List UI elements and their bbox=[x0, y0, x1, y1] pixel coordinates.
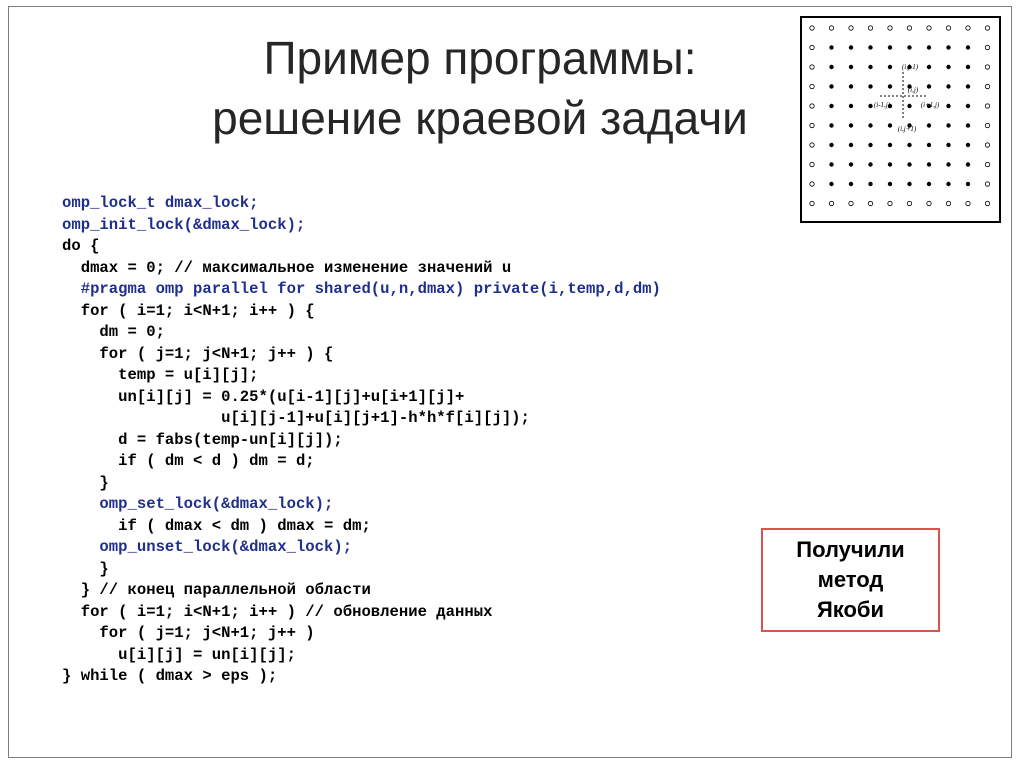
code-line: for ( i=1; i<N+1; i++ ) { bbox=[62, 301, 315, 320]
boundary-node bbox=[810, 104, 814, 108]
code-line: for ( j=1; j<N+1; j++ ) bbox=[62, 624, 315, 642]
boundary-node bbox=[985, 123, 989, 127]
interior-node bbox=[830, 85, 834, 89]
boundary-node bbox=[927, 201, 931, 205]
interior-node bbox=[908, 46, 912, 50]
result-callout bbox=[761, 528, 940, 632]
code-line: dm = 0; bbox=[62, 323, 165, 341]
interior-node bbox=[869, 46, 873, 50]
interior-node bbox=[888, 85, 892, 89]
boundary-node bbox=[985, 182, 989, 186]
boundary-node bbox=[985, 104, 989, 108]
interior-node bbox=[947, 124, 951, 128]
interior-node bbox=[849, 124, 853, 128]
boundary-node bbox=[849, 26, 853, 30]
interior-node bbox=[888, 65, 892, 69]
interior-node bbox=[927, 85, 931, 89]
interior-node bbox=[966, 124, 970, 128]
interior-node bbox=[869, 163, 873, 167]
stencil-label-top: (i,j-1) bbox=[901, 63, 919, 71]
boundary-node bbox=[829, 201, 833, 205]
interior-node bbox=[908, 182, 912, 186]
boundary-node bbox=[985, 143, 989, 147]
interior-node bbox=[830, 65, 834, 69]
code-line: dmax = 0; // максимальное изменение значений u bbox=[62, 258, 512, 277]
code-line: d = fabs(temp-un[i][j]); bbox=[62, 430, 343, 449]
code-line: } // конец параллельной области bbox=[62, 581, 371, 599]
boundary-node bbox=[985, 201, 989, 205]
stencil-label-right: (i+1,j) bbox=[920, 101, 940, 109]
slide-title bbox=[160, 28, 800, 148]
interior-node bbox=[947, 65, 951, 69]
interior-node bbox=[830, 182, 834, 186]
code-line: temp = u[i][j]; bbox=[62, 366, 259, 384]
result-line-3: Якоби bbox=[816, 597, 885, 622]
interior-node bbox=[869, 85, 873, 89]
boundary-node bbox=[810, 182, 814, 186]
boundary-node bbox=[810, 84, 814, 88]
boundary-node bbox=[888, 26, 892, 30]
interior-node bbox=[888, 163, 892, 167]
stencil-label-left: (i-1,j) bbox=[873, 101, 891, 109]
interior-node bbox=[849, 46, 853, 50]
interior-node bbox=[888, 46, 892, 50]
interior-node bbox=[869, 124, 873, 128]
code-line: omp_init_lock(&dmax_lock); bbox=[62, 215, 306, 234]
code-line: do { bbox=[62, 237, 100, 255]
code-line: u[i][j] = un[i][j]; bbox=[62, 645, 296, 664]
stencil-label-center: (i,j) bbox=[907, 86, 919, 94]
boundary-node bbox=[985, 45, 989, 49]
boundary-node bbox=[966, 26, 970, 30]
code-line: if ( dm < d ) dm = d; bbox=[62, 452, 315, 470]
interior-node bbox=[908, 163, 912, 167]
interior-node bbox=[908, 104, 912, 108]
code-listing bbox=[62, 193, 661, 688]
code-line: omp_unset_lock(&dmax_lock); bbox=[62, 538, 353, 556]
boundary-node bbox=[849, 201, 853, 205]
interior-node bbox=[869, 182, 873, 186]
boundary-node bbox=[966, 201, 970, 205]
boundary-node bbox=[868, 201, 872, 205]
grid-stencil-svg bbox=[800, 16, 1010, 224]
result-line-1: Получили bbox=[796, 537, 905, 562]
boundary-node bbox=[810, 45, 814, 49]
result-line-2: метод bbox=[817, 567, 884, 592]
code-line: u[i][j-1]+u[i][j+1]-h*h*f[i][j]); bbox=[62, 409, 530, 427]
interior-node bbox=[888, 182, 892, 186]
interior-node bbox=[830, 163, 834, 167]
code-line: if ( dmax < dm ) dmax = dm; bbox=[62, 516, 371, 535]
boundary-node bbox=[907, 26, 911, 30]
interior-node bbox=[966, 143, 970, 147]
interior-node bbox=[966, 46, 970, 50]
boundary-node bbox=[985, 162, 989, 166]
boundary-node bbox=[810, 26, 814, 30]
interior-node bbox=[927, 65, 931, 69]
interior-node bbox=[947, 163, 951, 167]
interior-node bbox=[947, 46, 951, 50]
title-line-2: решение краевой задачи bbox=[212, 92, 748, 144]
interior-node bbox=[947, 85, 951, 89]
code-line: omp_set_lock(&dmax_lock); bbox=[62, 495, 334, 513]
interior-node bbox=[869, 143, 873, 147]
boundary-node bbox=[985, 26, 989, 30]
code-line: } while ( dmax > eps ); bbox=[62, 667, 278, 685]
interior-node bbox=[849, 65, 853, 69]
boundary-node bbox=[810, 162, 814, 166]
interior-node bbox=[966, 104, 970, 108]
boundary-node bbox=[810, 143, 814, 147]
interior-node bbox=[888, 124, 892, 128]
interior-node bbox=[830, 46, 834, 50]
boundary-node bbox=[810, 123, 814, 127]
boundary-node bbox=[927, 26, 931, 30]
interior-node bbox=[830, 124, 834, 128]
boundary-node bbox=[985, 65, 989, 69]
boundary-node bbox=[810, 65, 814, 69]
interior-node bbox=[927, 143, 931, 147]
interior-node bbox=[869, 104, 873, 108]
interior-node bbox=[849, 182, 853, 186]
code-line: } bbox=[62, 473, 109, 492]
interior-node bbox=[849, 143, 853, 147]
interior-node bbox=[966, 182, 970, 186]
interior-node bbox=[927, 163, 931, 167]
code-line: #pragma omp parallel for shared(u,n,dmax) private(i,temp,d,dm) bbox=[62, 280, 661, 298]
boundary-node bbox=[946, 26, 950, 30]
interior-node bbox=[888, 143, 892, 147]
code-line: omp_lock_t dmax_lock; bbox=[62, 194, 259, 212]
interior-node bbox=[908, 143, 912, 147]
grid-stencil-diagram bbox=[800, 16, 1010, 224]
interior-node bbox=[927, 124, 931, 128]
boundary-node bbox=[829, 26, 833, 30]
boundary-node bbox=[868, 26, 872, 30]
interior-node bbox=[947, 143, 951, 147]
interior-node bbox=[927, 46, 931, 50]
code-line: un[i][j] = 0.25*(u[i-1][j]+u[i+1][j]+ bbox=[62, 387, 465, 406]
interior-node bbox=[830, 143, 834, 147]
code-line: for ( j=1; j<N+1; j++ ) { bbox=[62, 344, 334, 363]
interior-node bbox=[849, 85, 853, 89]
code-line: for ( i=1; i<N+1; i++ ) // обновление данных bbox=[62, 602, 493, 621]
boundary-node bbox=[985, 84, 989, 88]
boundary-node bbox=[946, 201, 950, 205]
interior-node bbox=[849, 163, 853, 167]
interior-node bbox=[869, 65, 873, 69]
boundary-node bbox=[888, 201, 892, 205]
interior-node bbox=[947, 104, 951, 108]
stencil-label-bottom: (i,j+1) bbox=[897, 125, 917, 133]
interior-node bbox=[966, 85, 970, 89]
interior-node bbox=[966, 163, 970, 167]
title-line-1: Пример программы: bbox=[263, 32, 697, 84]
interior-node bbox=[947, 182, 951, 186]
interior-node bbox=[966, 65, 970, 69]
interior-node bbox=[830, 104, 834, 108]
boundary-node bbox=[810, 201, 814, 205]
interior-node bbox=[927, 182, 931, 186]
interior-node bbox=[849, 104, 853, 108]
code-line: } bbox=[62, 559, 109, 578]
boundary-node bbox=[907, 201, 911, 205]
